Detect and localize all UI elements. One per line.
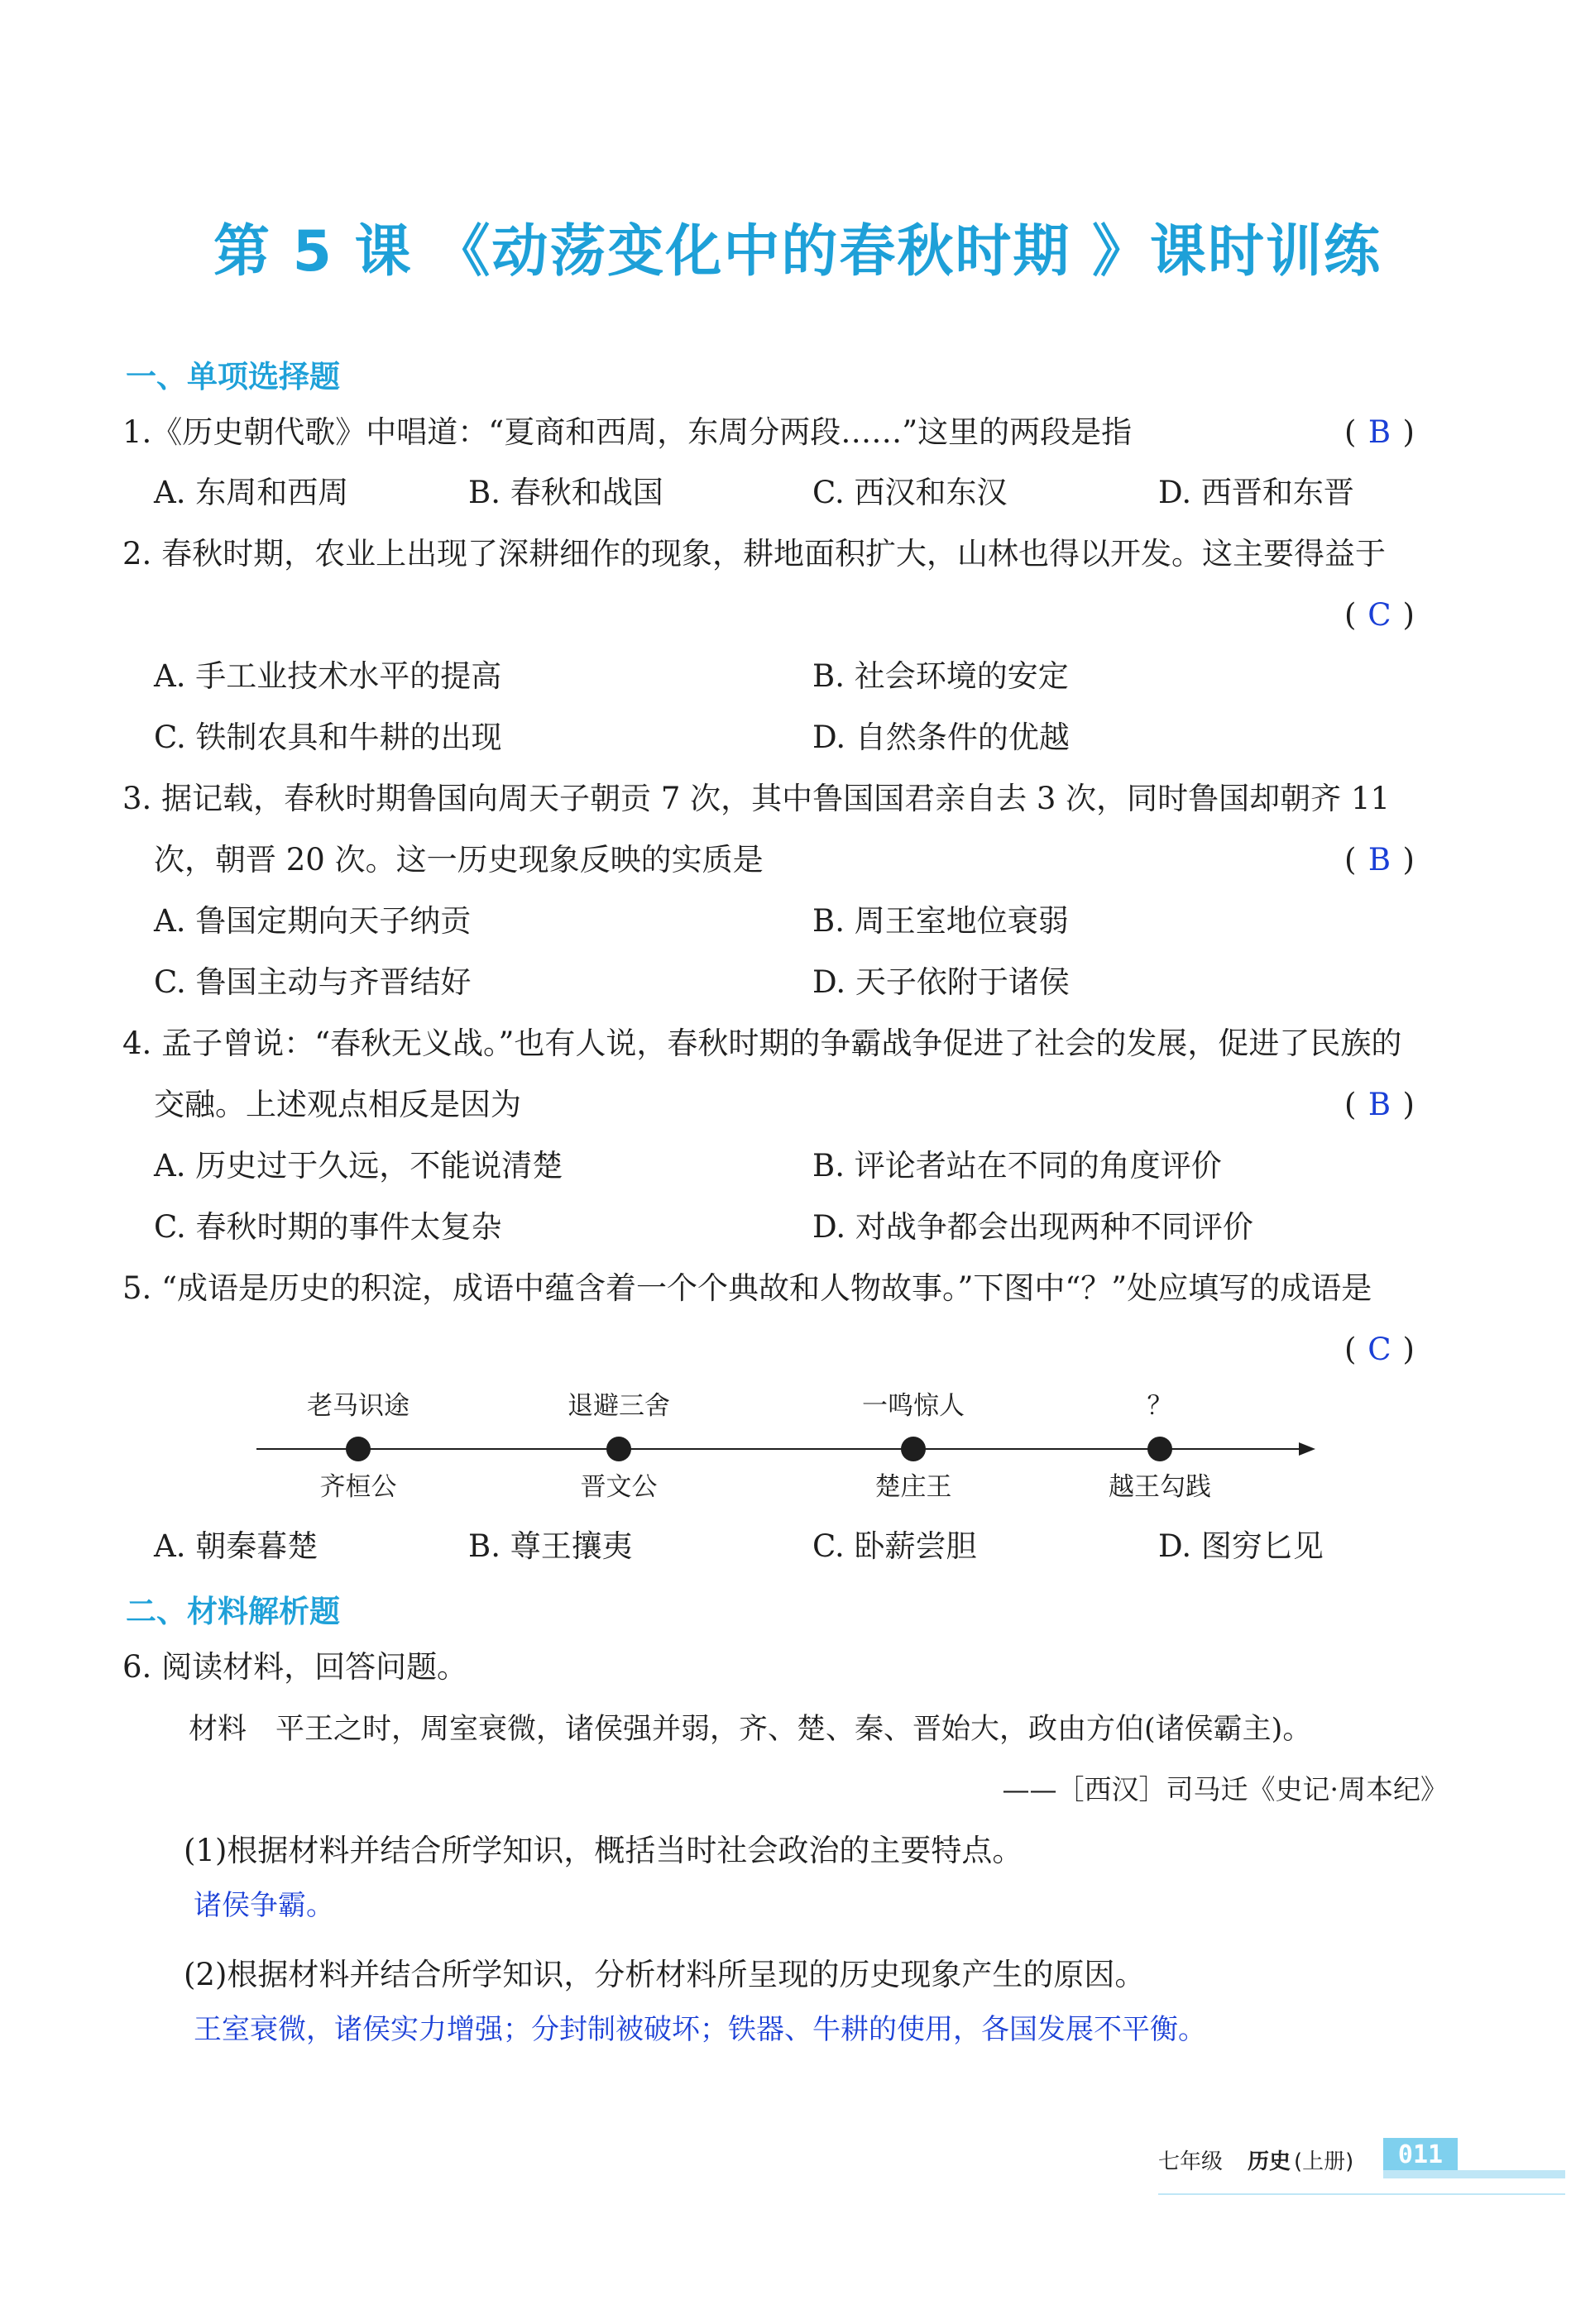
option-b: B. 社会环境的安定 [812,658,1069,694]
option-c: C. 铁制农具和牛耕的出现 [154,720,502,755]
question-4-stem-line1: 4. 孟子曾说：“春秋无义战。”也有人说，春秋时期的争霸战争促进了社会的发展，促进了民族的 [122,1026,1402,1061]
answer-letter: B [1367,1087,1391,1122]
option-c: C. 春秋时期的事件太复杂 [154,1209,502,1245]
question-3-stem-line2: 次，朝晋 20 次。这一历史现象反映的实质是 [154,842,764,877]
question-2-answer: ( C ) [1344,597,1415,633]
question-3-answer: ( B ) [1344,842,1415,877]
answer-letter: B [1367,842,1391,877]
question-1-stem: 1.《历史朝代歌》中唱道：“夏商和西周，东周分两段……”这里的两段是指 [122,414,1133,450]
question-3-stem-line1: 3. 据记载，春秋时期鲁国向周天子朝贡 7 次，其中鲁国国君亲自去 3 次，同时鲁国却朝齐 11 [122,781,1391,816]
question-1-answer: ( B ) [1344,414,1415,450]
option-a: A. 鲁国定期向天子纳贡 [154,903,472,939]
timeline-idiom: 老马识途 [307,1391,410,1421]
question-6-material: 材料 平王之时，周室衰微，诸侯强并弱，齐、楚、秦、晋始大，政由方伯(诸侯霸主)。 [189,1713,1312,1746]
timeline-dot [606,1437,631,1461]
question-5-stem: 5. “成语是历史的积淀，成语中蕴含着一个个典故和人物故事。”下图中“？”处应填写的成语是 [122,1270,1372,1306]
question-5-answer: ( C ) [1344,1332,1415,1367]
option-d: D. 对战争都会出现两种不同评价 [812,1209,1253,1245]
option-d: D. 天子依附于诸侯 [812,964,1070,1000]
option-b: B. 评论者站在不同的角度评价 [812,1148,1222,1184]
option-c: C. 鲁国主动与齐晋结好 [154,964,472,1000]
option-a: A. 朝秦暮楚 [154,1528,319,1564]
answer-letter: C [1367,1332,1391,1367]
option-b: B. 尊王攘夷 [468,1528,633,1564]
timeline-person: 齐桓公 [319,1472,397,1502]
timeline-person: 楚庄王 [874,1472,952,1502]
section-title-material: 二、材料解析题 [126,1594,340,1629]
section-title-choice: 一、单项选择题 [126,359,340,395]
timeline-dot [901,1437,926,1461]
sub2-answer: 王室衰微，诸侯实力增强；分封制被破坏；铁器、牛耕的使用，各国发展不平衡。 [194,2013,1206,2046]
question-2-stem: 2. 春秋时期，农业上出现了深耕细作的现象，耕地面积扩大，山林也得以开发。这主要得益于 [122,536,1387,571]
idiom-timeline [0,1373,1595,1513]
timeline-person: 越王勾践 [1109,1472,1211,1502]
footer-subject: 历史 [1248,2149,1291,2174]
answer-letter: B [1367,414,1391,450]
footer-line [1158,2193,1565,2195]
option-a: A. 历史过于久远，不能说清楚 [154,1148,563,1184]
option-c: C. 卧薪尝胆 [812,1528,977,1564]
option-d: D. 图穷匕见 [1158,1528,1324,1564]
question-6-sub1: (1)根据材料并结合所学知识，概括当时社会政治的主要特点。 [184,1833,1023,1868]
timeline-arrow-icon [1299,1442,1315,1456]
lesson-title: 第 5 课 《动荡变化中的春秋时期 》课时训练 [213,219,1382,285]
footer-grade: 七年级 [1158,2149,1224,2174]
footer-volume: (上册) [1294,2149,1354,2174]
page-number: 011 [1383,2138,1458,2173]
timeline-person: 晋文公 [580,1472,658,1502]
option-a: A. 手工业技术水平的提高 [154,658,502,694]
timeline-idiom: ？ [1147,1391,1173,1421]
material-source: ——［西汉］司马迁《史记·周本纪》 [1002,1773,1448,1805]
timeline-dot [1147,1437,1172,1461]
option-d: D. 西晋和东晋 [1158,475,1354,510]
option-a: A. 东周和西周 [154,475,349,510]
timeline-idiom: 退避三舍 [568,1391,670,1421]
question-6-stem: 6. 阅读材料，回答问题。 [122,1649,468,1685]
question-4-answer: ( B ) [1344,1087,1415,1122]
sub1-answer: 诸侯争霸。 [194,1889,334,1922]
option-b: B. 春秋和战国 [468,475,663,510]
option-b: B. 周王室地位衰弱 [812,903,1069,939]
footer-bar [1383,2170,1565,2178]
timeline-dot [346,1437,371,1461]
question-6-sub2: (2)根据材料并结合所学知识，分析材料所呈现的历史现象产生的原因。 [184,1957,1146,1992]
answer-letter: C [1367,597,1391,633]
question-4-stem-line2: 交融。上述观点相反是因为 [154,1087,521,1122]
option-c: C. 西汉和东汉 [812,475,1008,510]
timeline-idiom: 一鸣惊人 [862,1391,965,1421]
option-d: D. 自然条件的优越 [812,720,1070,755]
